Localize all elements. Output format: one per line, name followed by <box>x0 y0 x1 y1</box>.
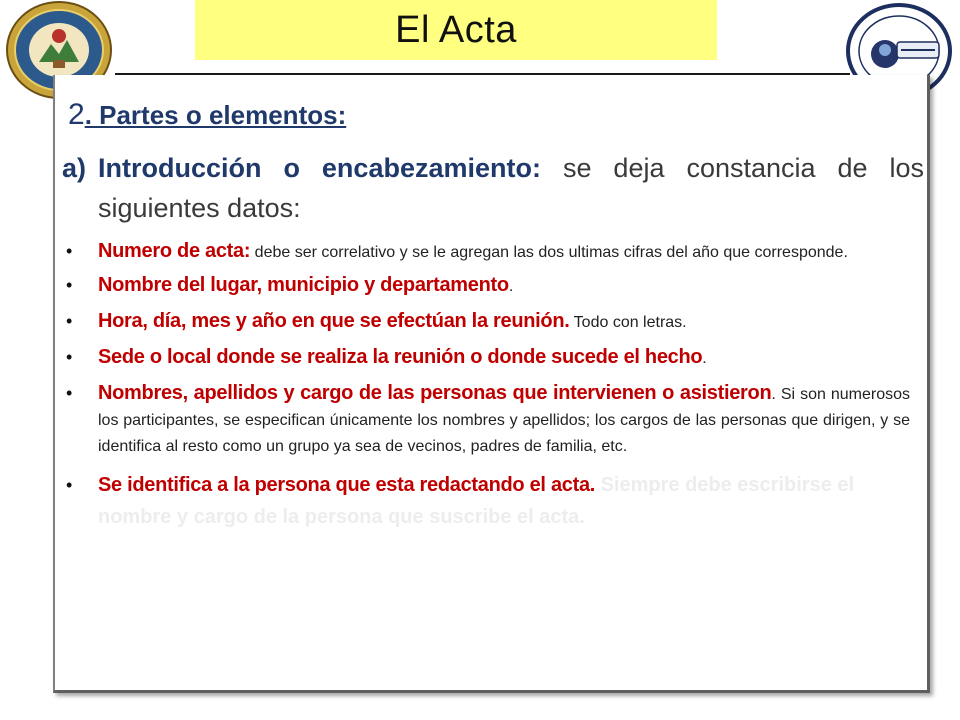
page-title: El Acta <box>395 8 517 51</box>
bullet-bold: Se identifica a la persona que esta redactando el acta. <box>98 474 596 496</box>
item-a <box>62 148 924 228</box>
item-a-lead: Introducción o encabezamiento: <box>98 153 541 183</box>
section-heading-text: . Partes o elementos: <box>84 100 347 130</box>
bullet-text: Todo con letras. <box>569 314 687 331</box>
item-a-marker: a) <box>62 153 87 183</box>
list-item <box>62 380 910 460</box>
bullet-text: . <box>508 278 514 295</box>
bullet-bold: Sede o local donde se realiza la reunión o donde sucede el hecho <box>98 346 703 368</box>
section-heading <box>68 98 568 132</box>
bullet-text: . <box>702 350 707 367</box>
bullet-faded-text: Siempre debe escribirse el nombre y cargo de la persona que suscribe el acta. <box>98 474 855 528</box>
bullet-bold: Numero de acta: <box>98 240 251 262</box>
bullet-bold: Hora, día, mes y año en que se efectúan la reunión. <box>98 310 570 332</box>
bullet-icon: • <box>66 241 73 261</box>
bullet-bold: Nombre del lugar, municipio y departamento <box>98 274 509 296</box>
section-number: 2 <box>68 98 85 131</box>
bullet-text: . Si son numerosos los participantes, se especifican únicamente los nombres y apellidos; los cargos de las personas que dirigen, y se identifica al resto como un grupo ya sea de vecinos, padres de familia, etc. <box>98 386 911 455</box>
bullet-list <box>62 238 910 534</box>
item-a-text: se deja constancia de los siguientes datos: <box>98 153 925 223</box>
list-item <box>62 344 910 372</box>
item-a-body <box>98 148 924 228</box>
bullet-icon: • <box>66 383 73 403</box>
list-item <box>62 308 910 336</box>
bullet-icon: • <box>66 347 73 367</box>
list-item <box>62 238 910 266</box>
title-banner <box>195 0 717 60</box>
bullet-bold: Nombres, apellidos y cargo de las personas que intervienen o asistieron <box>98 382 772 404</box>
bullet-icon: • <box>66 475 73 495</box>
bullet-icon: • <box>66 275 73 295</box>
list-item <box>62 272 910 300</box>
list-item <box>62 470 910 534</box>
bullet-text: debe ser correlativo y se le agregan las dos ultimas cifras del año que corresponde. <box>250 244 848 261</box>
bullet-icon: • <box>66 311 73 331</box>
